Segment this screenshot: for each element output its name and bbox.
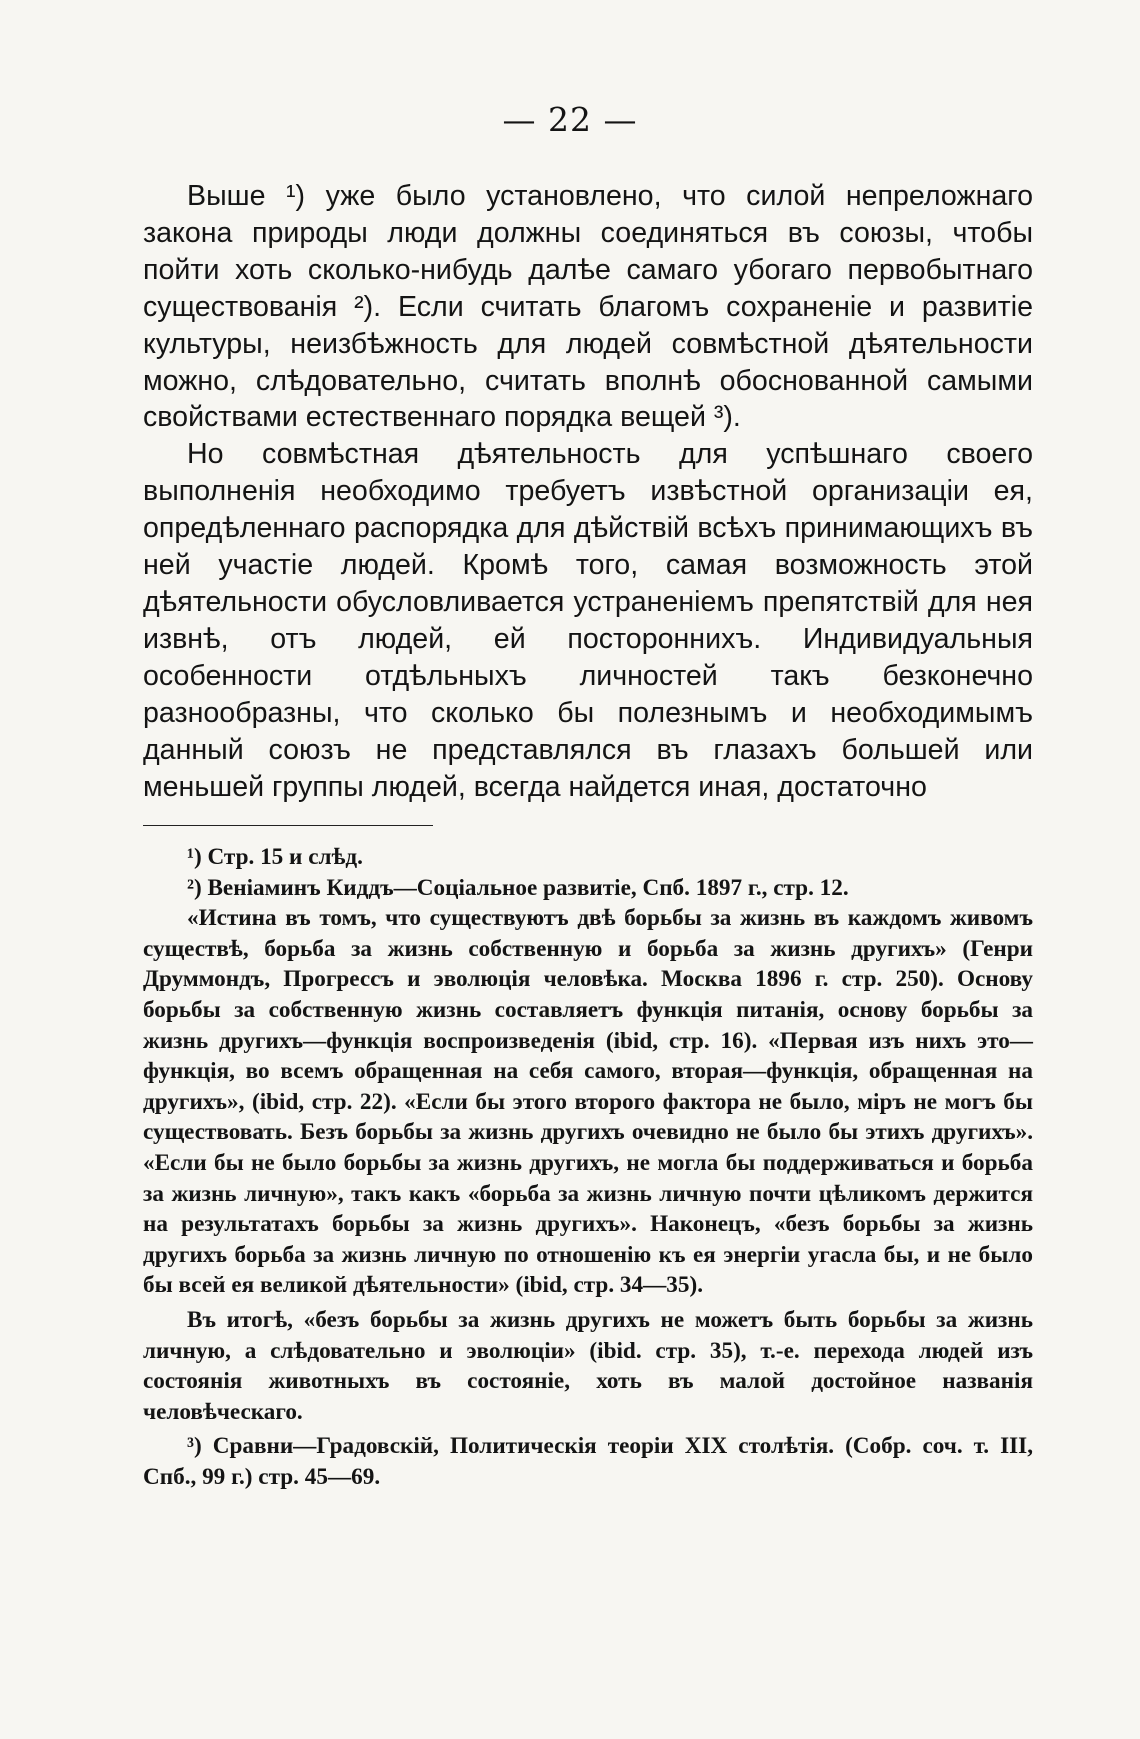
paragraph-2: Но совмѣстная дѣятельность для успѣшнаго своего выполненія необходимо требуетъ извѣстной организаціи ея, опредѣленнаго распорядка для дѣйствій всѣхъ принимающихъ въ ней участіе людей. Кромѣ того, самая возможность этой дѣятельности обусловливается устраненіемъ препятствій для нея извнѣ, отъ людей, ей постороннихъ. Индивидуальныя особенности отдѣльныхъ личностей такъ безконечно разнообразны, что сколько бы полезнымъ и необходимымъ данный союзъ не представлялся въ глазахъ большей или меньшей группы людей, всегда найдется иная, достаточно xyxy=(143,438,1033,803)
footnote-3: ³) Сравни—Градовскій, Политическія теоріи XIX столѣтія. (Собр. соч. т. III, Спб., 99 г.) стр. 45—69. xyxy=(143,1433,1033,1490)
footnote-2-conclusion: Въ итогѣ, «безъ борьбы за жизнь другихъ не можетъ быть борьбы за жизнь личную, а слѣдовательно и эволюціи» (ibid. стр. 35), т.-е. перехода людей изъ состоянія животныхъ въ состояніе, хоть въ малой достойное названія человѣческаго. xyxy=(143,1306,1033,1425)
main-text xyxy=(143,178,1033,805)
footnotes xyxy=(143,842,1033,1492)
paragraph-1: Выше ¹) уже было установлено, что силой непреложнаго закона природы люди должны соединяться въ союзы, чтобы пойти хоть сколько-нибудь далѣе самаго убогаго первобытнаго существованія ²). Если считать благомъ сохраненіе и развитіе культуры, неизбѣжность для людей совмѣстной дѣятельности можно, слѣдовательно, считать вполнѣ обоснованной самыми свойствами естественнаго порядка вещей ³). xyxy=(143,180,1033,434)
footnote-2-quote: «Истина въ томъ, что существуютъ двѣ борьбы за жизнь въ каждомъ живомъ существѣ, борьба за жизнь собственную и борьба за жизнь другихъ» (Генри Друммондъ, Прогрессъ и эволюція человѣка. Москва 1896 г. стр. 250). Основу борьбы за собственную жизнь составляетъ функція питанія, основу борьбы за жизнь другихъ—функція воспроизведенія (ibid, стр. 16). «Первая изъ нихъ это—функція, во всемъ обращенная на себя самого, вторая—функція, обращенная на другихъ», (ibid, стр. 22). «Если бы этого второго фактора не было, міръ не могъ бы существовать. Безъ борьбы за жизнь другихъ очевидно не было бы этихъ другихъ». «Если бы не было борьбы за жизнь другихъ, не могла бы поддерживаться и борьба за жизнь личную», такъ какъ «борьба за жизнь личную почти цѣликомъ держится на результатахъ борьбы за жизнь другихъ». Наконецъ, «безъ борьбы за жизнь другихъ борьба за жизнь личную по отношенію къ ея энергіи угасла бы, и не было бы всей ея великой дѣятельности» (ibid, стр. 34—35). xyxy=(143,905,1033,1299)
footnote-1: ¹) Стр. 15 и слѣд. xyxy=(187,844,363,870)
page-number: — 22 — xyxy=(502,100,638,139)
footnote-divider xyxy=(143,825,433,826)
footnote-2: ²) Веніаминъ Киддъ—Соціальное развитіе, Спб. 1897 г., стр. 12. xyxy=(187,874,849,901)
